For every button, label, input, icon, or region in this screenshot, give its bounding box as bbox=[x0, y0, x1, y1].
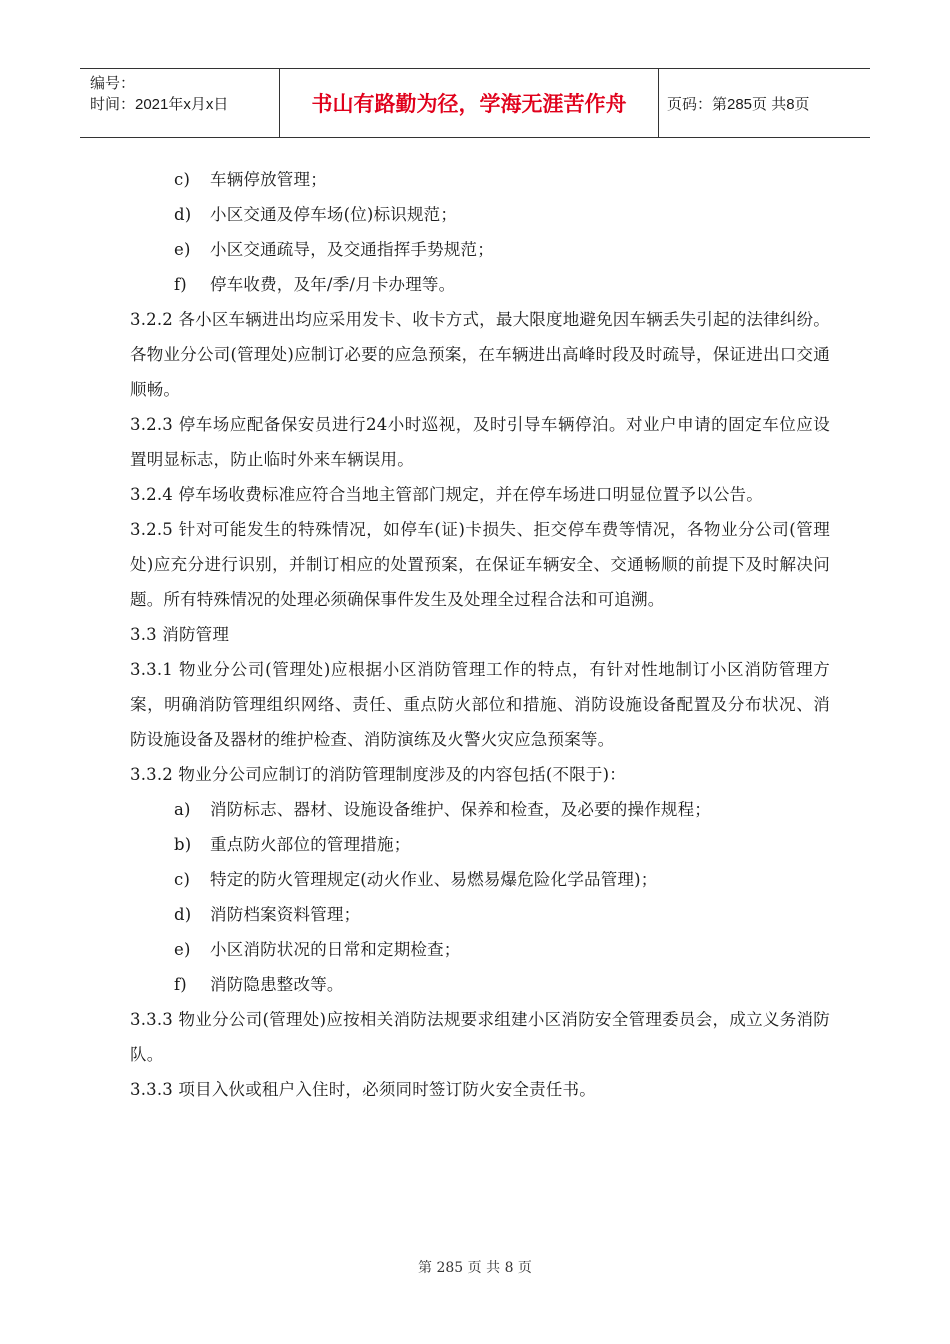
header-page-code: 页码：第285页 共8页 bbox=[667, 95, 810, 113]
paragraph-3-2-5: 3.2.5 针对可能发生的特殊情况，如停车(证)卡损失、拒交停车费等情况，各物业分公司(管理处)应充分进行识别，并制订相应的处置预案，在保证车辆安全、交通畅顺的前提下及时解决问题。所有特殊情况的处理必须确保事件发生及处理全过程合法和可追溯。 bbox=[130, 520, 830, 609]
list-item bbox=[130, 827, 830, 862]
list-item-text: 小区交通疏导，及交通指挥手势规范； bbox=[210, 240, 494, 259]
list-item bbox=[130, 232, 830, 267]
list-item-text: 消防档案资料管理； bbox=[210, 905, 361, 924]
list-item bbox=[130, 267, 830, 302]
date-label: 时间：2021年x月x日 bbox=[90, 96, 229, 113]
list-item-label: e) bbox=[174, 240, 191, 259]
paragraph-3-3-2: 3.3.2 物业分公司应制订的消防管理制度涉及的内容包括(不限于)： bbox=[130, 765, 626, 784]
paragraph-3-3-3-a: 3.3.3 物业分公司(管理处)应按相关消防法规要求组建小区消防安全管理委员会，成立义务消防队。 bbox=[130, 1010, 830, 1064]
list-item-text: 消防隐患整改等。 bbox=[210, 975, 344, 994]
number-label: 编号： bbox=[90, 75, 136, 92]
list-item bbox=[130, 897, 830, 932]
list-item bbox=[130, 932, 830, 967]
list-item-text: 重点防火部位的管理措施； bbox=[210, 835, 411, 854]
list-item bbox=[130, 162, 830, 197]
list-item-label: e) bbox=[174, 940, 191, 959]
list-item bbox=[130, 792, 830, 827]
list-item-text: 特定的防火管理规定(动火作业、易燃易爆危险化学品管理)； bbox=[210, 870, 658, 889]
header-meta bbox=[80, 69, 280, 137]
list-item bbox=[130, 967, 830, 1002]
paragraph-3-3-1: 3.3.1 物业分公司(管理处)应根据小区消防管理工作的特点，有针对性地制订小区消防管理方案，明确消防管理组织网络、责任、重点防火部位和措施、消防设施设备配置及分布状况、消防设施设备及器材的维护检查、消防演练及火警火灾应急预案等。 bbox=[130, 660, 830, 749]
paragraph-3-2-3: 3.2.3 停车场应配备保安员进行24小时巡视，及时引导车辆停泊。对业户申请的固定车位应设置明显标志，防止临时外来车辆误用。 bbox=[130, 415, 830, 469]
list-item-label: f) bbox=[174, 275, 187, 294]
page-footer: 第 285 页 共 8 页 bbox=[418, 1260, 532, 1276]
list-item-label: c) bbox=[174, 870, 191, 889]
list-item-label: d) bbox=[174, 905, 192, 924]
paragraph-3-2-2: 3.2.2 各小区车辆进出均应采用发卡、收卡方式，最大限度地避免因车辆丢失引起的法律纠纷。各物业分公司(管理处)应制订必要的应急预案，在车辆进出高峰时段及时疏导，保证进出口交通顺畅。 bbox=[130, 310, 830, 399]
page-header bbox=[80, 68, 870, 138]
list-item-text: 消防标志、器材、设施设备维护、保养和检查，及必要的操作规程； bbox=[210, 800, 711, 819]
list-item-label: f) bbox=[174, 975, 187, 994]
list-item-text: 小区消防状况的日常和定期检查； bbox=[210, 940, 461, 959]
document-body bbox=[130, 162, 830, 1107]
list-item-label: a) bbox=[174, 800, 191, 819]
paragraph-3-2-4: 3.2.4 停车场收费标准应符合当地主管部门规定，并在停车场进口明显位置予以公告。 bbox=[130, 485, 763, 504]
list-item-text: 车辆停放管理； bbox=[210, 170, 327, 189]
paragraph-3-3-3-b: 3.3.3 项目入伙或租户入住时，必须同时签订防火安全责任书。 bbox=[130, 1080, 596, 1099]
list-item-text: 小区交通及停车场(位)标识规范； bbox=[210, 205, 458, 224]
list-item-label: c) bbox=[174, 170, 191, 189]
header-motto: 书山有路勤为径，学海无涯苦作舟 bbox=[280, 69, 659, 137]
list-item bbox=[130, 197, 830, 232]
list-item bbox=[130, 862, 830, 897]
list-item-label: b) bbox=[174, 835, 192, 854]
list-item-text: 停车收费，及年/季/月卡办理等。 bbox=[210, 275, 456, 294]
list-item-label: d) bbox=[174, 205, 192, 224]
section-heading-3-3: 3.3 消防管理 bbox=[130, 625, 230, 644]
